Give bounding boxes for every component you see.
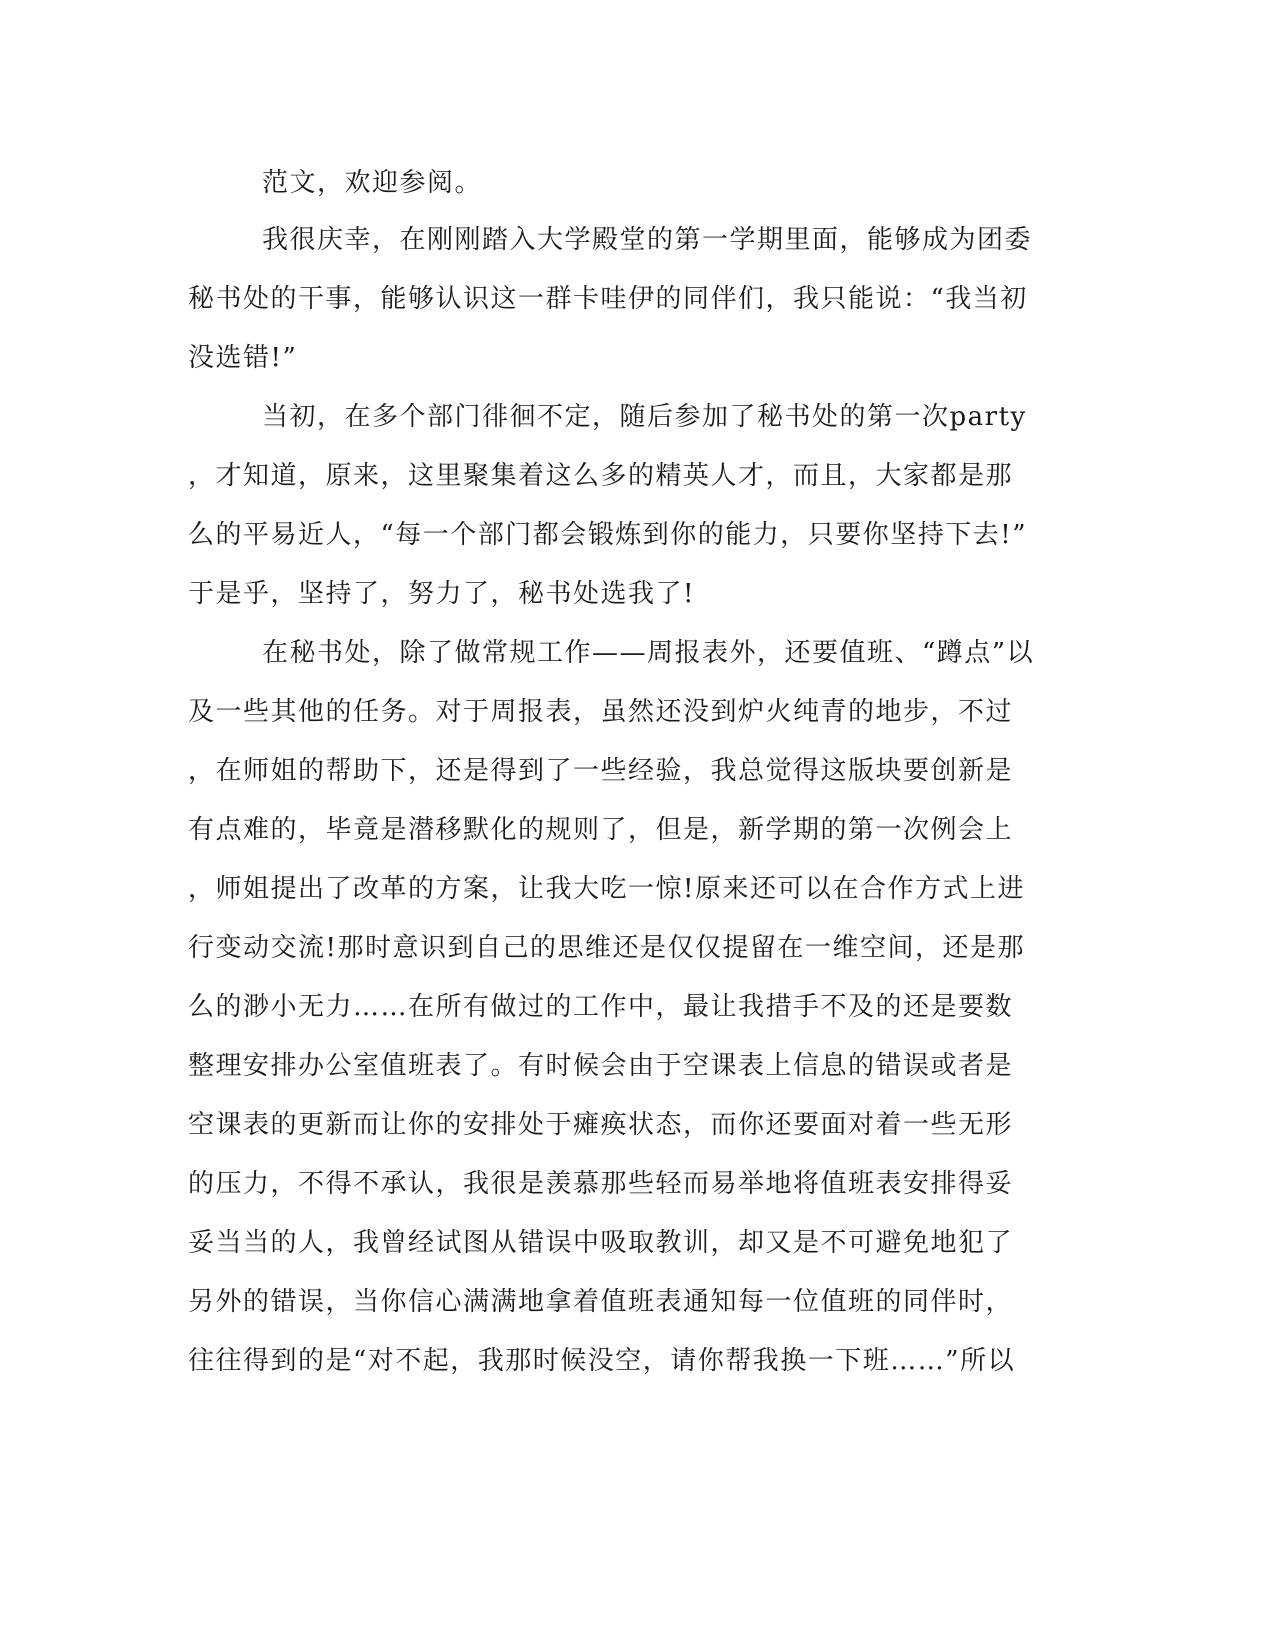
text-line-2: 我很庆幸，在刚刚踏入大学殿堂的第一学期里面，能够成为团委 bbox=[262, 225, 1033, 255]
text-line-8: 于是乎，坚持了，努力了，秘书处选我了! bbox=[188, 579, 695, 609]
text-line-9: 在秘书处，除了做常规工作——周报表外，还要值班、“蹲点”以 bbox=[262, 638, 1035, 668]
text-line-20: 另外的错误，当你信心满满地拿着值班表通知每一位值班的同伴时， bbox=[188, 1287, 1014, 1317]
text-line-13: ，师姐提出了改革的方案，让我大吃一惊!原来还可以在合作方式上进 bbox=[188, 874, 1025, 904]
text-line-18: 的压力，不得不承认，我很是羡慕那些轻而易举地将值班表安排得妥 bbox=[188, 1169, 1014, 1199]
text-line-21: 往往得到的是“对不起，我那时候没空，请你帮我换一下班……”所以 bbox=[188, 1346, 1016, 1376]
text-line-11: ，在师姐的帮助下，还是得到了一些经验，我总觉得这版块要创新是 bbox=[188, 756, 1014, 786]
text-line-17: 空课表的更新而让你的安排处于瘫痪状态，而你还要面对着一些无形 bbox=[188, 1110, 1014, 1140]
text-line-4: 没选错!” bbox=[188, 343, 298, 373]
text-line-10: 及一些其他的任务。对于周报表，虽然还没到炉火纯青的地步，不过 bbox=[188, 697, 1014, 727]
text-line-14: 行变动交流!那时意识到自己的思维还是仅仅提留在一维空间，还是那 bbox=[188, 933, 1025, 963]
text-line-5: 当初，在多个部门徘徊不定，随后参加了秘书处的第一次party bbox=[262, 402, 1027, 432]
text-line-15: 么的渺小无力……在所有做过的工作中，最让我措手不及的还是要数 bbox=[188, 992, 1014, 1022]
text-line-3: 秘书处的干事，能够认识这一群卡哇伊的同伴们，我只能说：“我当初 bbox=[188, 284, 1028, 314]
text-line-6: ，才知道，原来，这里聚集着这么多的精英人才，而且，大家都是那 bbox=[188, 461, 1014, 491]
text-line-19: 妥当当的人，我曾经试图从错误中吸取教训，却又是不可避免地犯了 bbox=[188, 1228, 1014, 1258]
text-line-1: 范文，欢迎参阅。 bbox=[262, 168, 483, 198]
text-line-16: 整理安排办公室值班表了。有时候会由于空课表上信息的错误或者是 bbox=[188, 1051, 1014, 1081]
text-line-7: 么的平易近人，“每一个部门都会锻炼到你的能力，只要你坚持下去!” bbox=[188, 520, 1028, 550]
text-line-12: 有点难的，毕竟是潜移默化的规则了，但是，新学期的第一次例会上 bbox=[188, 815, 1014, 845]
